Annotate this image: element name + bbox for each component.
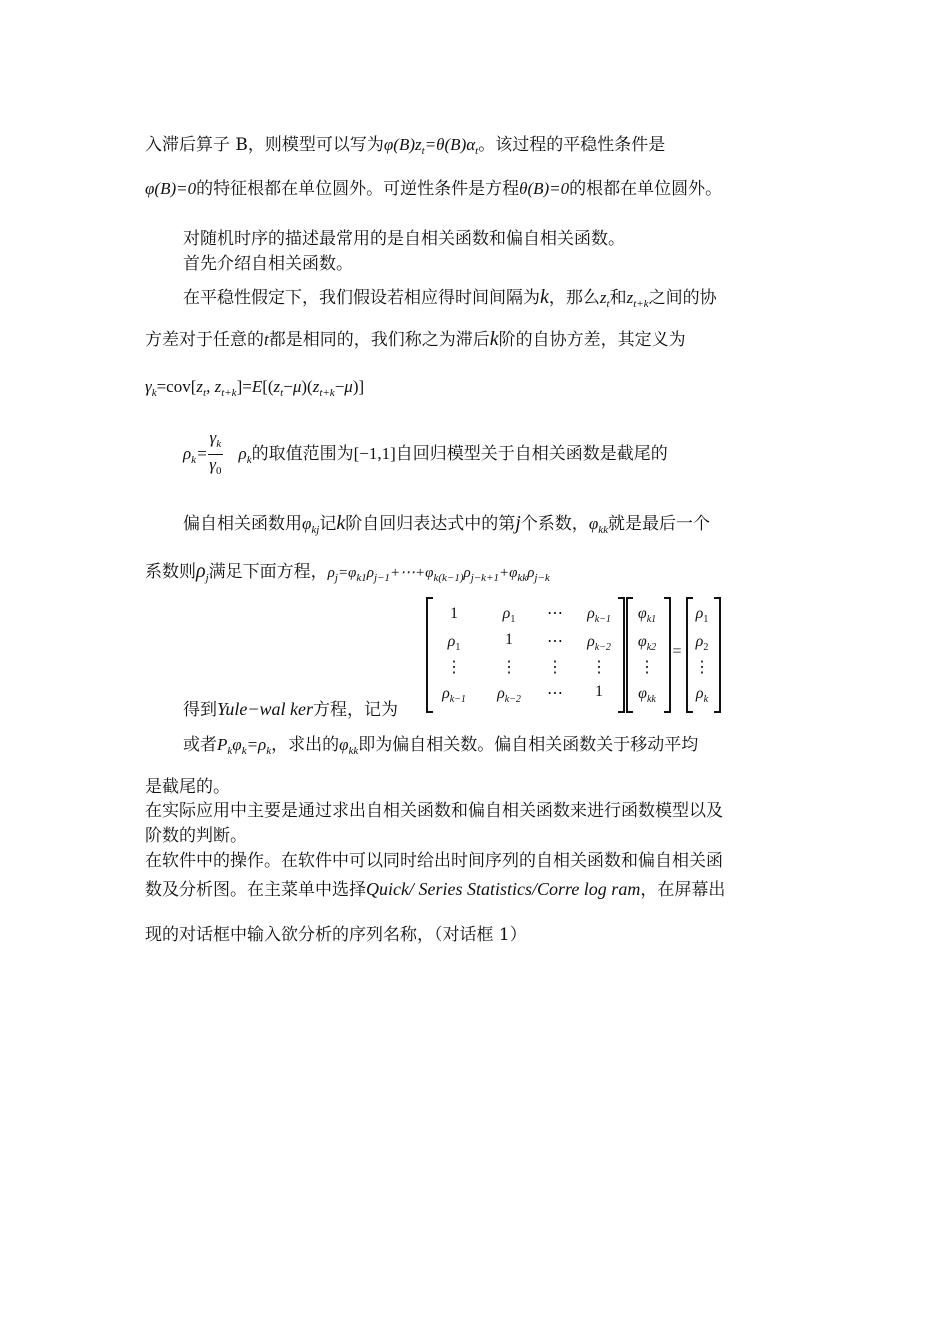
matrix-cell: $\rho_1$ (502, 605, 516, 625)
menu-path: Quick/ Series Statistics/Corre log ram (366, 879, 641, 899)
matrix-cell: ⋮ (501, 659, 517, 676)
text: 记 (319, 514, 337, 534)
formula-theta-b: θ(B)=0 (519, 179, 570, 198)
text: ，那么 (548, 288, 600, 308)
vector-cell: $\rho_1$ (695, 605, 709, 625)
formula-phi-kk: $\varphi_{kk}$ (339, 735, 359, 757)
text: 或者 (183, 735, 217, 755)
matrix-cell: ⋯ (547, 685, 563, 702)
equals-sign: = (672, 643, 682, 660)
vector-cell: ⋮ (694, 659, 710, 676)
matrix-cell: $\rho_{k-1}$ (442, 685, 466, 705)
formula-k: k (489, 328, 499, 350)
text: 阶自回归表达式中的第 (345, 514, 516, 534)
matrix-cell: ⋮ (591, 659, 607, 676)
matrix-cell: ⋮ (446, 659, 462, 676)
formula-pk: $P_k\varphi_k=\rho_k$ (217, 735, 272, 757)
text: 就是最后一个 (607, 514, 710, 534)
matrix-cell: 1 (450, 605, 458, 622)
text: 。该过程的平稳性条件是 (478, 135, 666, 155)
text: 都是相同的，我们称之为滞后 (268, 330, 490, 350)
vector-cell: $\rho_k$ (695, 685, 709, 705)
text: ，在屏幕出 (640, 880, 726, 900)
formula-rho-k: $\rho_k=$ (183, 444, 208, 466)
text: 个系数， (520, 514, 589, 534)
paragraph-line (145, 134, 665, 162)
matrix-cell: ⋯ (547, 605, 563, 622)
formula-phi-b: φ(B)=0 (145, 179, 197, 198)
matrix-cell: $\rho_{k-2}$ (497, 685, 521, 705)
text: 的根都在单位圆外。 (569, 179, 723, 199)
formula-recursion: $\rho_j=\varphi_{k1}\rho_{j-1}+\cdots+\varphi_{k(k-1)}\rho_{j-k+1}+\varphi_{kk}\rho_{j-k}$ (327, 565, 550, 584)
paragraph-line (183, 734, 698, 762)
text: 满足下面方程， (208, 562, 328, 582)
text: 即为偏自相关数。偏自相关函数关于移动平均 (358, 735, 699, 755)
matrix-cell: $\rho_1$ (447, 633, 461, 653)
formula-k: k (540, 286, 549, 308)
matrix-cell: ⋯ (547, 633, 563, 650)
formula-phi-kj: $\varphi_{kj}$ (302, 514, 320, 536)
vector-cell: $\varphi_{k1}$ (637, 605, 657, 625)
formula-j: j (515, 512, 521, 534)
formula-fraction: $\frac{\gamma_k}{\gamma_0}$ (209, 428, 222, 477)
paragraph-line (145, 178, 722, 200)
matrix-cell: $\rho_{k-1}$ (587, 605, 611, 625)
paragraph-line: 对随机时序的描述最常用的是自相关函数和偏自相关函数。 (183, 229, 625, 249)
matrix-cell: ⋮ (547, 659, 563, 676)
matrix-cell: 1 (595, 683, 603, 700)
vector-cell: $\varphi_{kk}$ (638, 685, 656, 705)
paragraph-line (183, 698, 398, 721)
paragraph-line (183, 428, 668, 481)
vector-cell: $\varphi_{k2}$ (637, 633, 657, 653)
paragraph-line: 在软件中的操作。在软件中可以同时给出时间序列的自相关函数和偏自相关函 (145, 851, 723, 871)
paragraph-line: 阶数的判断。 (145, 826, 247, 846)
text: 得到 (183, 700, 217, 720)
text: 方程，记为 (313, 700, 398, 720)
paragraph-line (145, 878, 725, 901)
paragraph-line (183, 286, 717, 315)
paragraph-line: 首先介绍自相关函数。 (183, 254, 353, 274)
text: 和 (609, 288, 627, 308)
vector-cell: ⋮ (639, 659, 655, 676)
text: 的取值范围为 (251, 444, 354, 464)
paragraph-line (145, 328, 686, 351)
text: 入滞后算子 B，则模型可以写为 (145, 135, 384, 155)
formula-yule-walker-matrix (426, 597, 726, 717)
text: 方差对于任意的 (145, 330, 264, 350)
paragraph-line (145, 560, 550, 589)
formula-autocovariance: $\gamma_k=cov[z_t$, $z_{t+k}]=E[(z_t-\mu)(z_{t+k}-\mu)]$ (145, 377, 365, 399)
text: 之间的协 (648, 288, 717, 308)
text: 自回归模型关于自相关函数是截尾的 (395, 444, 668, 464)
paragraph-line (183, 512, 710, 541)
formula-rho-j: $\rho_j$ (196, 560, 209, 584)
formula-yule-walker-name: Yule−wal ker (217, 699, 313, 719)
paragraph-line: 是截尾的。 (145, 777, 230, 797)
text: 在平稳性假定下，我们假设若相应得时间间隔为 (183, 288, 540, 308)
formula-arma: $\varphi(B)z_t=\theta(B)\alpha_t$ (383, 135, 479, 157)
text: ，求出的 (271, 735, 340, 755)
text: 偏自相关函数用 (183, 514, 302, 534)
text: 系数则 (145, 562, 196, 582)
text: 的特征根都在单位圆外。可逆性条件是方程 (196, 179, 520, 199)
text: 阶的自协方差，其定义为 (498, 330, 686, 350)
vector-cell: $\rho_2$ (695, 633, 709, 653)
matrix-cell: 1 (505, 631, 513, 648)
paragraph-line: 在实际应用中主要是通过求出自相关函数和偏自相关函数来进行函数模型以及 (145, 801, 723, 821)
formula-t: t (264, 330, 269, 349)
formula-rho-k: $\rho_k$ (238, 444, 252, 466)
formula-zt: $z_t$ (599, 288, 610, 310)
formula-ztk: $z_{t+k}$ (626, 288, 649, 310)
paragraph-line: 现的对话框中输入欲分析的序列名称，（对话框 1） (145, 925, 527, 945)
formula-k: k (336, 512, 346, 534)
matrix-cell: $\rho_{k-2}$ (587, 633, 611, 653)
text: 数及分析图。在主菜单中选择 (145, 880, 366, 900)
formula-range: [−1,1] (353, 444, 396, 463)
formula-phi-kk: $\varphi_{kk}$ (588, 514, 608, 536)
